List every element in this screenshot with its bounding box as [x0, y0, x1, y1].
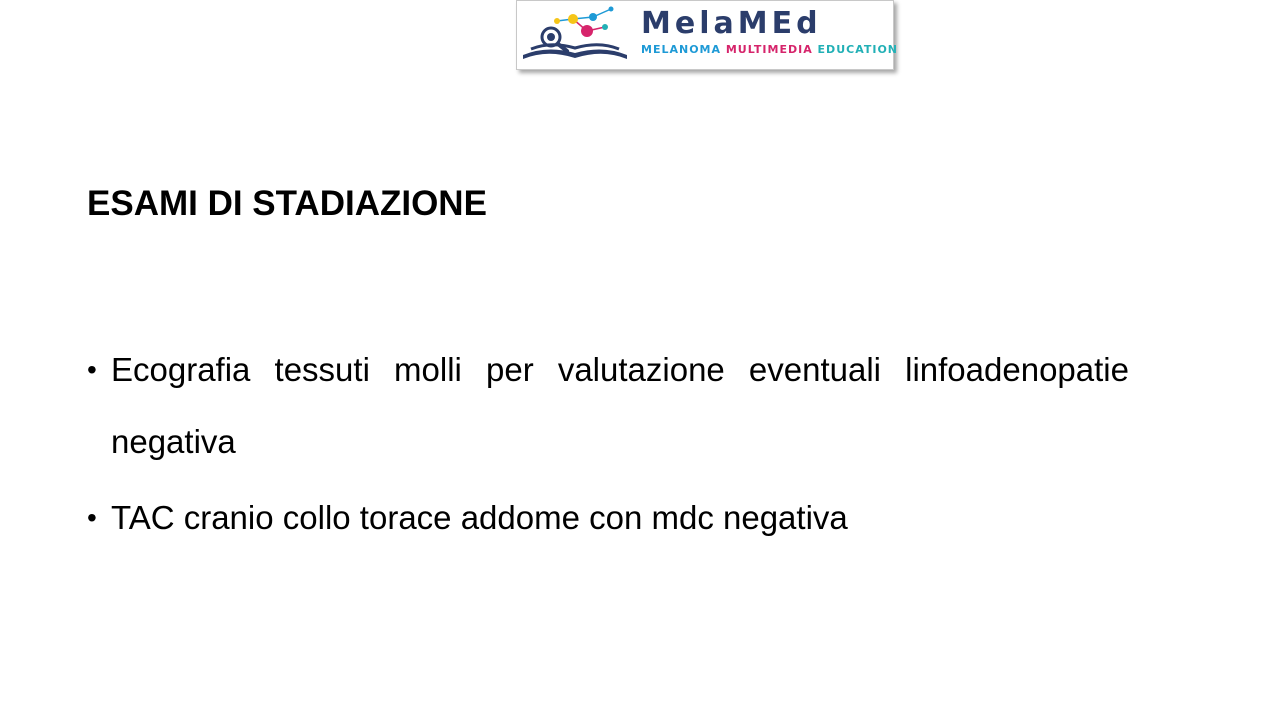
logo-subtitle-part3: EDUCATION — [817, 43, 899, 56]
logo-title: MelaMEd — [641, 6, 822, 41]
logo-subtitle — [641, 43, 898, 57]
bullet-item — [87, 482, 1129, 554]
bullet-list — [87, 334, 1129, 558]
bullet-marker: • — [87, 502, 97, 533]
bullet-text: Ecografia tessuti molli per valutazione eventuali linfoadenopatie negativa — [111, 351, 1129, 460]
logo-subtitle-part2: MULTIMEDIA — [725, 43, 818, 56]
logo-subtitle-part1: MELANOMA — [641, 43, 726, 56]
bullet-text: TAC cranio collo torace addome con mdc negativa — [111, 499, 848, 536]
slide-title: ESAMI DI STADIAZIONE — [87, 184, 487, 223]
melamed-logo — [516, 0, 899, 70]
bullet-item — [87, 334, 1129, 478]
bullet-marker: • — [87, 354, 97, 385]
logo-emblem-icon — [517, 1, 637, 69]
